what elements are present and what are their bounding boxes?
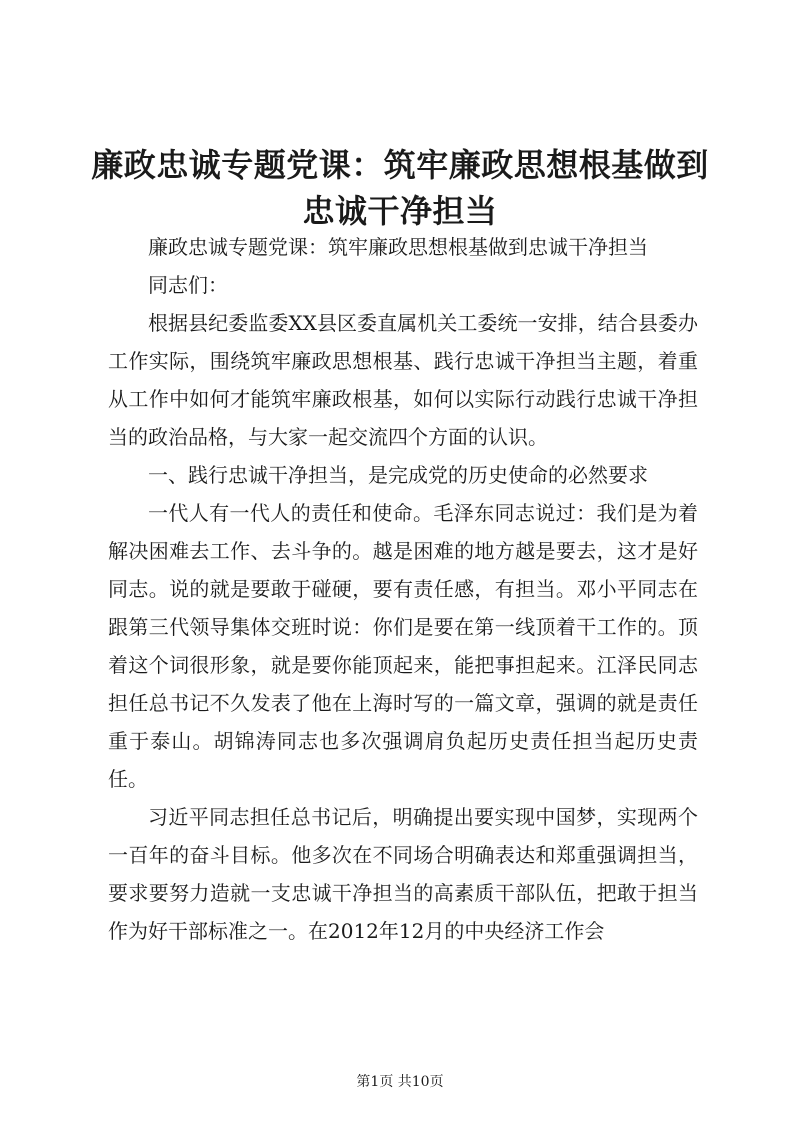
- paragraph-history: 一代人有一代人的责任和使命。毛泽东同志说过：我们是为着解决困难去工作、去斗争的。越是困难的地方越是要去，这才是好同志。说的就是要敢于碰硬，要有责任感，有担当。邓小平同志在跟第三代领导集体交班时说：你们是要在第一线顶着干工作的。顶着这个词很形象，就是要你能顶起来，能把事担起来。江泽民同志担任总书记不久发表了他在上海时写的一篇文章，强调的就是责任重于泰山。胡锦涛同志也多次强调肩负起历史责任担当起历史责任。: [108, 501, 698, 791]
- page-footer: [0, 1072, 800, 1092]
- section-heading-1: 一、践行忠诚干净担当，是完成党的历史使命的必然要求: [148, 463, 648, 487]
- document-body: [108, 228, 698, 950]
- paragraph-xi: 习近平同志担任总书记后，明确提出要实现中国梦，实现两个一百年的奋斗目标。他多次在不同场合明确表达和郑重强调担当，要求要努力造就一支忠诚干净担当的高素质干部队伍，把敢于担当作为好干部标准之一。在2012年12月的中央经济工作会: [108, 805, 698, 943]
- paragraph-introduction: 根据县纪委监委XX县区委直属机关工委统一安排，结合县委办工作实际，围绕筑牢廉政思想根基、践行忠诚干净担当主题，着重从工作中如何才能筑牢廉政根基，如何以实际行动践行忠诚干净担当的政治品格，与大家一起交流四个方面的认识。: [108, 311, 698, 449]
- document-title: 廉政忠诚专题党课：筑牢廉政思想根基做到忠诚干净担当: [91, 146, 709, 230]
- paragraph-heading-repeat: 廉政忠诚专题党课：筑牢廉政思想根基做到忠诚干净担当: [148, 235, 648, 259]
- page-number: 第1页 共10页: [356, 1074, 444, 1090]
- paragraph-salutation: 同志们：: [148, 273, 228, 297]
